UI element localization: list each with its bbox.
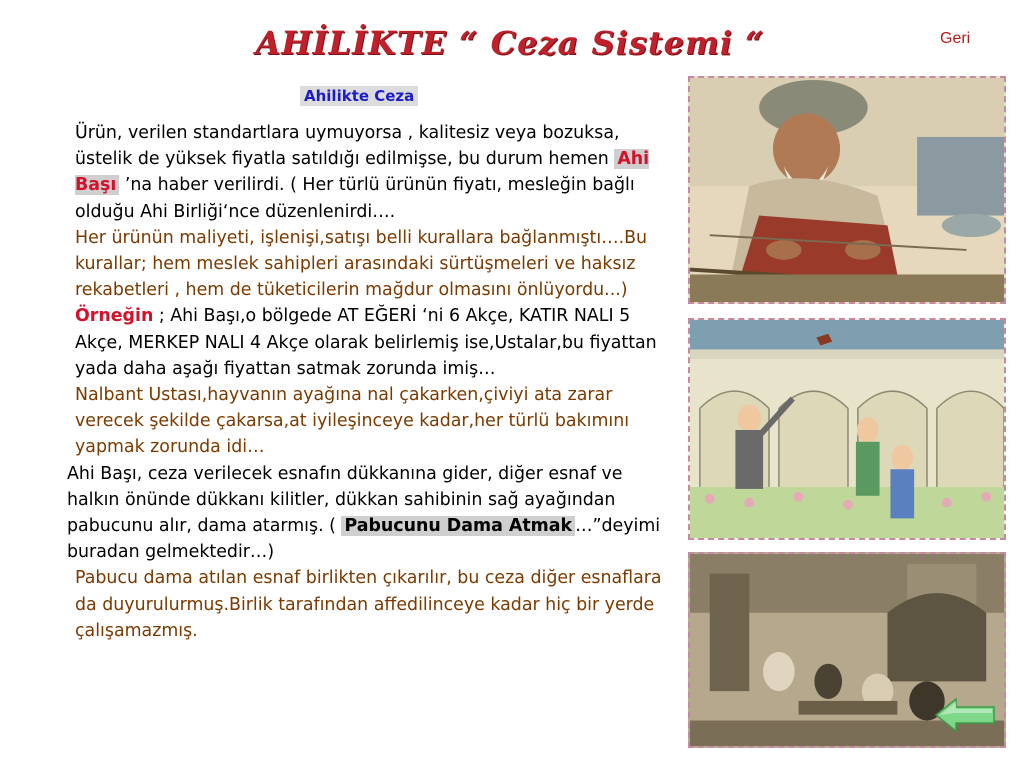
p1-text-post: ’na haber verilirdi. ( Her türlü ürünün fiyatı, mesleğin bağlı olduğu Ahi Birliği‘nce düzenlenirdi….	[75, 175, 635, 222]
page-title: AHİLİKTE “ Ceza Sistemi “	[255, 24, 765, 62]
shoe-on-roof-cartoon	[688, 318, 1006, 540]
old-craftsman-painting	[688, 76, 1006, 304]
p3-text-post: ; Ahi Başı,o bölgede AT EĞERİ ‘ni 6 Akçe, KATIR NALI 5 Akçe, MERKEP NALI 4 Akçe olarak belirlemiş ise,Ustalar,bu fiyattan yada daha aşağı fiyattan satmak zorunda imiş…	[75, 306, 657, 379]
paragraph-5	[47, 461, 677, 566]
paragraph-1	[47, 120, 677, 225]
pabucunu-dama-atmak-highlight: Pabucunu Dama Atmak	[341, 516, 575, 536]
paragraph-4: Nalbant Ustası,hayvanın ayağına nal çakarken,çiviyi ata zarar verecek şekilde çakarsa,at iyileşinceye kadar,her türlü bakımını yapmak zorunda idi…	[75, 385, 630, 458]
main-text	[47, 120, 677, 644]
ornegin-highlight: Örneğin	[75, 306, 154, 327]
paragraph-3	[47, 303, 677, 382]
ahi-basi-highlight: Ahi Başı	[75, 149, 650, 196]
paragraph-2: Her ürünün maliyeti, işlenişi,satışı belli kurallara bağlanmıştı….Bu kurallar; hem meslek sahipleri arasındaki sürtüşmeleri ve haksız rekabetleri , hem de tüketicilerin mağdur olmasını önlüyordu...)	[75, 227, 648, 301]
left-arrow-icon[interactable]	[934, 697, 996, 733]
section-subtitle: Ahilikte Ceza	[300, 86, 418, 106]
p1-text-pre: Ürün, verilen standartlara uymuyorsa , kalitesiz veya bozuksa, üstelik de yüksek fiyatla satıldığı edilmişse, bu durum hemen	[75, 123, 620, 170]
p5-text-post: …”deyimi buradan gelmektedir…)	[67, 516, 661, 563]
p5-text-pre: Ahi Başı, ceza verilecek esnafın dükkanına gider, diğer esnaf ve halkın önünde dükkanı kilitler, dükkan sahibinin sağ ayağından pabucunu alır, dama atarmış. (	[67, 463, 623, 537]
back-link[interactable]: Geri	[940, 30, 971, 47]
paragraph-6: Pabucu dama atılan esnaf birlikten çıkarılır, bu ceza diğer esnaflara da duyurulurmuş.Birlik tarafından affedilinceye kadar hiç bir yerde çalışamazmış.	[75, 568, 662, 641]
